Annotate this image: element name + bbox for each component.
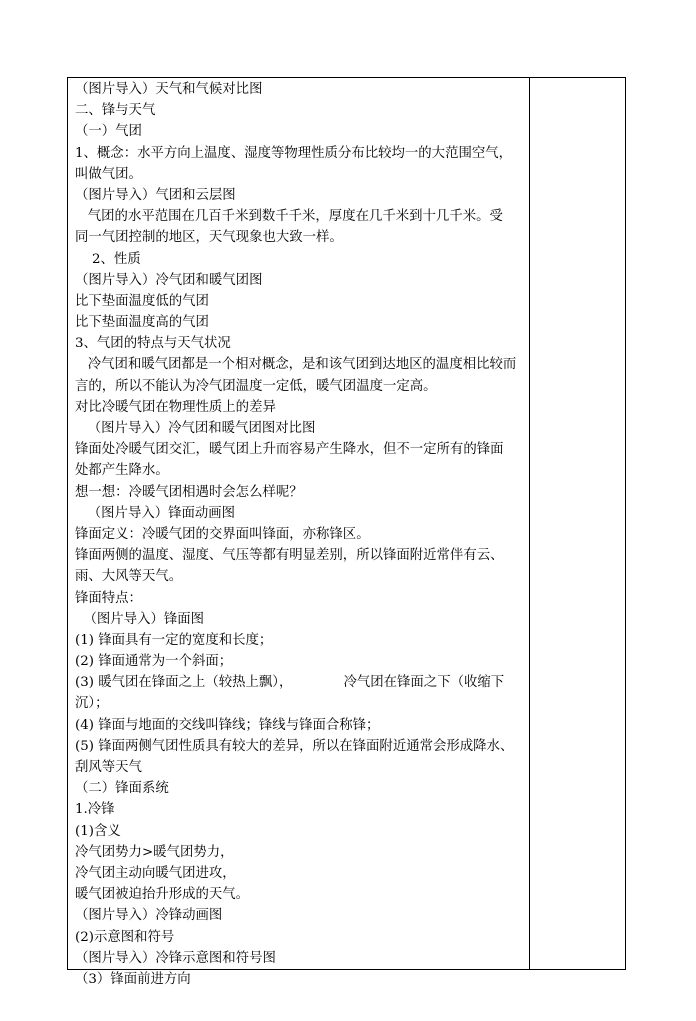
text-line: 暖气团被迫抬升形成的天气。 [75,887,250,903]
text-line: （图片导入）冷气团和暖气团图 [75,272,263,288]
text-line: 冷气团和暖气团都是一个相对概念，是和该气团到达地区的温度相比较而 [75,357,517,373]
text-line: （二）锋面系统 [75,781,169,797]
text-line: (3) 暖气团在锋面之上（较热上飘）， 冷气团在锋面之下（收缩下 [75,675,505,691]
text-line: 1、概念：水平方向上温度、湿度等物理性质分布比较均一的大范围空气， [75,145,513,161]
text-line: 3、气团的特点与天气状况 [75,336,231,352]
text-line: (4) 锋面与地面的交线叫锋线；锋线与锋面合称锋； [75,717,380,733]
text-line: (1)含义 [75,823,121,839]
text-line: 比下垫面温度高的气团 [75,315,209,331]
text-line: 处都产生降水。 [75,463,169,479]
text-line: 沉）； [75,696,109,712]
text-line: 雨、大风等天气。 [75,569,183,585]
text-line: 言的，所以不能认为冷气团温度一定低，暖气团温度一定高。 [75,378,437,394]
text-line: 二、锋与天气 [75,103,156,119]
text-line: （3）锋面前进方向 [75,971,191,987]
text-line: （一）气团 [75,124,142,140]
text-line: 锋面特点： [75,590,142,606]
text-line: (2) 锋面通常为一个斜面； [75,654,233,670]
text-line: 叫做气团。 [75,166,142,182]
text-line: 比下垫面温度低的气团 [75,293,209,309]
text-line: 刮风等天气 [75,760,142,775]
text-line: 对比冷暖气团在物理性质上的差异 [75,399,276,415]
text-line: （图片导入）气团和云层图 [75,187,236,203]
text-line: (5) 锋面两侧气团性质具有较大的差异，所以在锋面附近通常会形成降水、 [75,738,514,754]
lesson-content-cell [75,79,527,990]
text-line: 想一想：冷暖气团相遇时会怎么样呢？ [75,484,303,500]
text-line: (2)示意图和符号 [75,929,175,945]
text-line: （图片导入）冷锋动画图 [75,908,223,924]
text-line: （图片导入）锋面图 [75,611,205,627]
text-line: 锋面两侧的温度、湿度、气压等都有明显差别，所以锋面附近常伴有云、 [75,548,504,564]
text-line: 冷气团主动向暖气团进攻， [75,865,236,881]
text-line: 2、性质 [75,251,141,267]
lesson-table [67,77,626,987]
text-line: 锋面定义：冷暖气团的交界面叫锋面，亦称锋区。 [75,526,370,542]
text-line: （图片导入）冷锋示意图和符号图 [75,950,276,966]
text-line: 锋面处冷暖气团交汇，暖气团上升而容易产生降水，但不一定所有的锋面 [75,442,504,458]
text-line: 1.冷锋 [75,802,115,818]
text-line: 冷气团势力>暖气团势力， [75,844,234,860]
text-line: (1) 锋面具有一定的宽度和长度； [75,632,273,648]
text-line: （图片导入）冷气团和暖气团图对比图 [75,421,316,436]
text-line: 气团的水平范围在几百千米到数千千米，厚度在几千米到十几千米。受 [75,209,503,225]
text-line: （图片导入）锋面动画图 [75,505,236,521]
text-line: 同一气团控制的地区，天气现象也大致一样。 [75,230,343,246]
column-divider [529,78,530,969]
text-line: （图片导入）天气和气候对比图 [75,82,263,97]
